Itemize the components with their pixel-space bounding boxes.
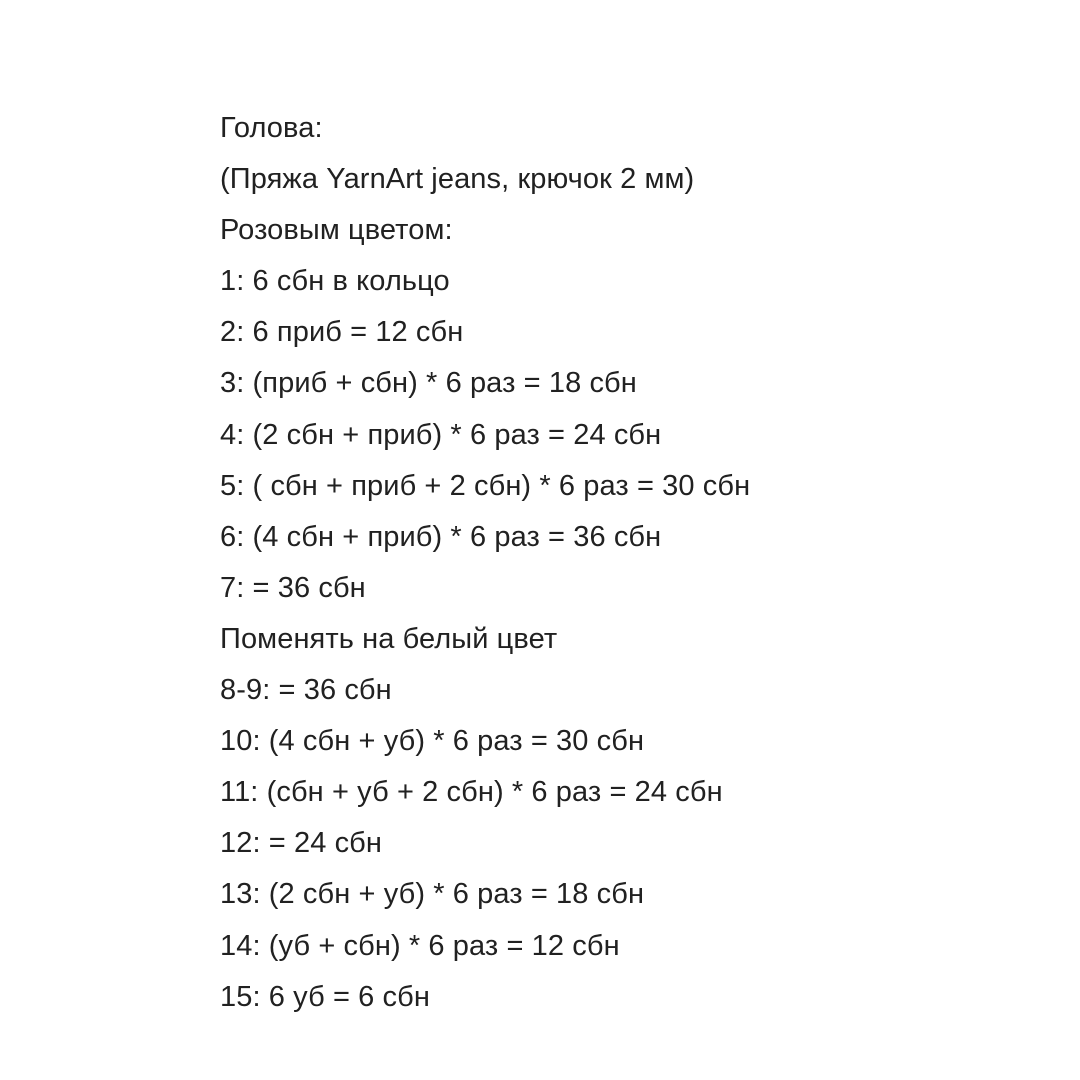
row-4: 4: (2 сбн + приб) * 6 раз = 24 сбн	[220, 418, 662, 451]
row-15: 15: 6 уб = 6 сбн	[220, 980, 430, 1013]
color-instruction: Розовым цветом:	[220, 214, 453, 247]
row-2: 2: 6 приб = 12 сбн	[220, 316, 464, 349]
crochet-pattern-text	[220, 103, 1040, 1023]
row-7: 7: = 36 сбн	[220, 571, 366, 604]
row-3: 3: (приб + сбн) * 6 раз = 18 сбн	[220, 367, 637, 400]
row-8-9: 8-9: = 36 сбн	[220, 674, 392, 707]
row-1: 1: 6 сбн в кольцо	[220, 265, 450, 298]
row-11: 11: (сбн + уб + 2 сбн) * 6 раз = 24 сбн	[220, 776, 723, 809]
section-title: Голова:	[220, 112, 323, 144]
row-6: 6: (4 сбн + приб) * 6 раз = 36 сбн	[220, 520, 662, 553]
row-10: 10: (4 сбн + уб) * 6 раз = 30 сбн	[220, 725, 645, 758]
materials-note: (Пряжа YarnArt jeans, крючок 2 мм)	[220, 163, 695, 196]
row-14: 14: (уб + сбн) * 6 раз = 12 сбн	[220, 929, 620, 962]
row-5: 5: ( сбн + приб + 2 сбн) * 6 раз = 30 сбн	[220, 469, 751, 502]
row-13: 13: (2 сбн + уб) * 6 раз = 18 сбн	[220, 878, 645, 911]
row-12: 12: = 24 сбн	[220, 827, 383, 860]
color-change-instruction: Поменять на белый цвет	[220, 622, 558, 655]
